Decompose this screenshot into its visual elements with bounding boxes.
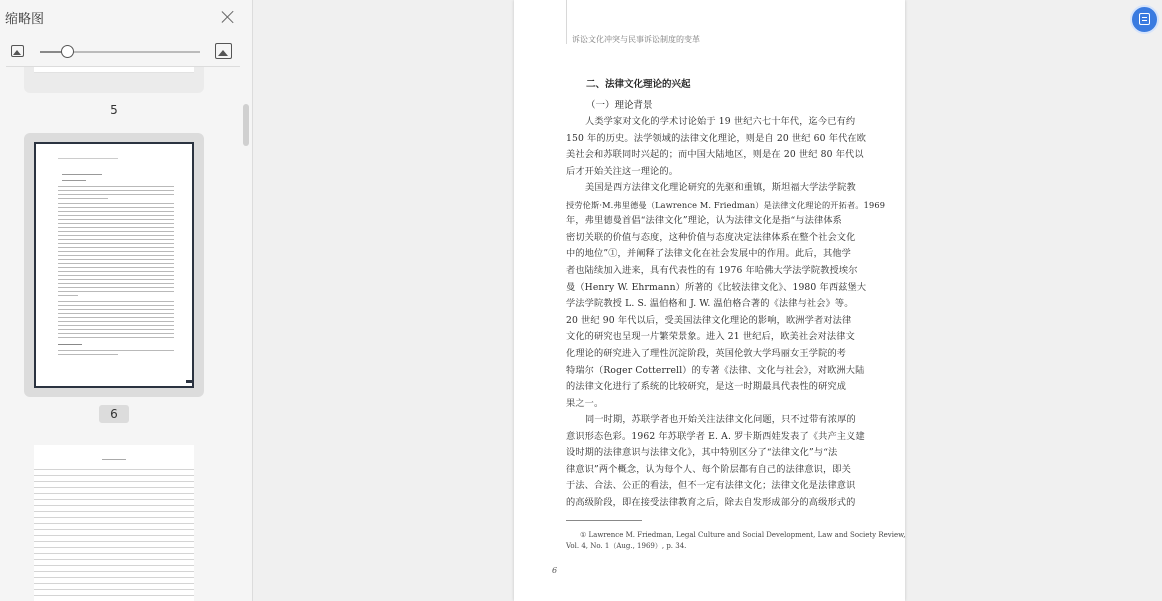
subsection-title: （一）理论背景 (586, 100, 653, 111)
thumbnail-page-7[interactable] (34, 445, 194, 601)
paragraph-line: 于法、合法、公正的看法，但不一定有法律文化；法律文化是法律意识 (566, 480, 856, 492)
paragraph-line: 150 年的历史。法学领域的法律文化理论，则是自 20 世纪 60 年代在欧 (566, 132, 867, 144)
paragraph-line: 后才开始关注这一理论的。 (566, 165, 679, 177)
zoom-in-image-icon[interactable] (215, 43, 232, 59)
thumbnail-sidebar (0, 0, 253, 601)
paragraph-line: 20 世纪 90 年代以后，受美国法律文化理论的影响，欧洲学者对法律 (566, 314, 852, 326)
paragraph-line: 意识形态色彩。1962 年苏联学者 E. A. 罗卡斯西娃发表了《共产主义建 (566, 430, 865, 442)
paragraph (566, 412, 865, 512)
document-assistant-icon (1139, 13, 1150, 25)
paragraph-line: 的高级阶段，即在接受法律教育之后，除去自发形成部分的高级形式的 (566, 496, 856, 508)
paragraph-line: 化理论的研究进入了理性沉淀阶段，英国伦敦大学玛丽女王学院的考 (566, 347, 847, 359)
paragraph (566, 114, 866, 180)
paragraph-line: 曼（Henry W. Ehrmann）所著的《比较法律文化》、1980 年西兹堡大 (566, 281, 867, 293)
paragraph-line: 学法学院教授 L. S. 温伯格和 J. W. 温伯格合著的《法律与社会》等。 (566, 298, 854, 310)
thumbnail-zoom-control (0, 40, 253, 64)
paragraph (566, 180, 885, 412)
close-icon[interactable] (220, 9, 236, 25)
footnote-line: ① Lawrence M. Friedman, Legal Culture and Social Development, Law and Society Review, (580, 531, 905, 539)
running-head: 诉讼文化冲突与民事诉讼制度的变革 (572, 35, 700, 44)
zoom-slider-thumb[interactable] (61, 45, 74, 58)
paragraph-line: 中的地位”①，并阐释了法律文化在社会发展中的作用。此后，其他学 (566, 248, 851, 260)
footnote-rule (566, 520, 642, 521)
footnote (566, 530, 905, 552)
section-title: 二、法律文化理论的兴起 (586, 79, 691, 90)
footnote-line: Vol. 4, No. 1（Aug., 1969）, p. 34. (566, 542, 687, 550)
paragraph-line: 同一时期，苏联学者也开始关注法律文化问题，只不过带有浓厚的 (585, 414, 856, 425)
thumbnail-page-5[interactable] (24, 67, 204, 93)
paragraph-line: 设时期的法律意识与法律文化》，其中特别区分了“法律文化”与“法 (566, 447, 838, 459)
zoom-out-image-icon[interactable] (11, 45, 24, 57)
document-viewer[interactable] (253, 0, 1162, 601)
sidebar-scrollbar[interactable] (243, 104, 249, 146)
paragraph-line: 年，弗里德曼首倡“法律文化”理论，认为法律文化是指“与法律体系 (566, 215, 842, 227)
sidebar-title: 缩略图 (5, 12, 45, 27)
document-assistant-button[interactable] (1130, 5, 1159, 34)
paragraph-line: 授劳伦斯·M.弗里德曼（Lawrence M. Friedman）是法律文化理论的开拓者。1969 (566, 199, 886, 210)
thumbnail-page-6[interactable] (24, 133, 204, 397)
paragraph-line: 文化的研究也呈现一片繁荣景象。进入 21 世纪后，欧美社会对法律文 (566, 331, 855, 343)
thumbnail-page-5-image (34, 67, 194, 73)
paragraph-line: 的法律文化进行了系统的比较研究，是这一时期最具代表性的研究成 (566, 381, 847, 393)
paragraph-line: 果之一。 (566, 397, 604, 409)
paragraph-line: 律意识”两个概念，认为每个人、每个阶层都有自己的法律意识，即关 (566, 463, 851, 475)
document-page (514, 0, 905, 601)
paragraph-line: 者也陆续加入进来，具有代表性的有 1976 年哈佛大学法学院教授埃尔 (566, 264, 858, 276)
paragraph-line: 密切关联的价值与态度，这种价值与态度决定法律体系在整个社会文化 (566, 231, 856, 243)
thumbnail-page-number-active: 6 (99, 405, 129, 423)
paragraph-line: 美国是西方法律文化理论研究的先驱和重镇，斯坦福大学法学院教 (585, 182, 856, 193)
paragraph-line: 人类学家对文化的学术讨论始于 19 世纪六七十年代，迄今已有约 (585, 116, 856, 127)
page-edge-marker (566, 0, 567, 44)
page-folio: 6 (552, 566, 558, 575)
thumbnail-list[interactable] (0, 67, 253, 601)
thumbnail-page-6-image (34, 142, 194, 388)
paragraph-line: 美社会和苏联同时兴起的；而中国大陆地区，则是在 20 世纪 80 年代以 (566, 149, 864, 161)
paragraph-line: 特瑞尔（Roger Cotterrell）的专著《法律、文化与社会》，对欧洲大陆 (566, 364, 865, 376)
thumbnail-page-number: 5 (110, 103, 118, 117)
